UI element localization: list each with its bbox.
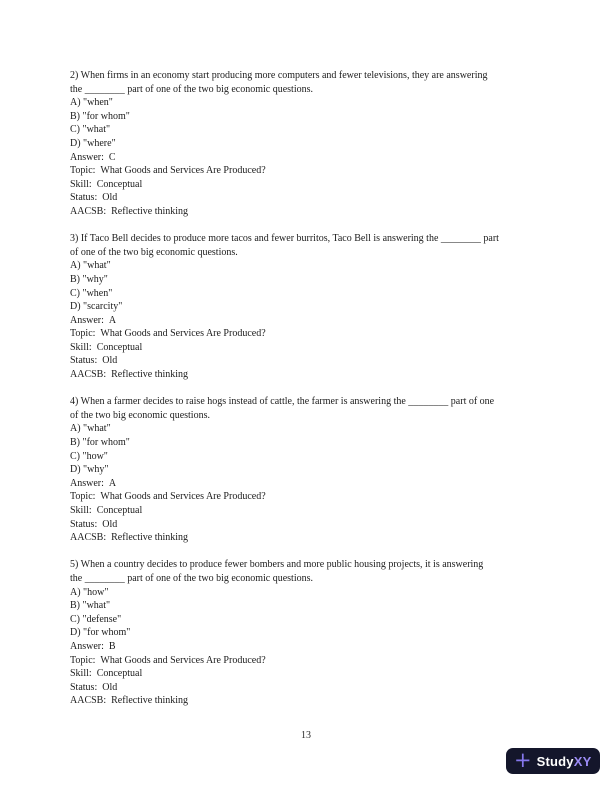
meta-line [70,191,548,205]
meta-value: Old [102,192,118,204]
meta-line [70,341,548,355]
meta-value: Conceptual [96,178,143,190]
brand-prefix: Study [536,753,574,769]
answer-option: A) "when" [70,97,113,109]
meta-line [70,654,548,668]
question-meta [70,151,548,219]
questions [70,69,548,722]
meta-label: Answer: [70,640,104,652]
meta-value: Old [102,681,118,693]
meta-line [70,667,548,681]
meta-label: Status: [70,355,98,367]
meta-line [70,531,548,545]
meta-value: B [108,640,116,652]
meta-value: What Goods and Services Are Produced? [100,654,266,666]
answer-option: D) "for whom" [70,627,131,639]
meta-label: Skill: [70,668,92,680]
answer-option: D) "where" [70,137,116,149]
meta-line [70,205,548,219]
meta-value: A [108,314,117,326]
meta-value: Conceptual [96,668,143,680]
meta-value: C [108,151,116,163]
meta-label: Answer: [70,477,104,489]
meta-line [70,640,548,654]
meta-value: Reflective thinking [111,695,189,707]
meta-value: Old [102,518,118,530]
plus-icon: + [514,748,532,772]
meta-value: What Goods and Services Are Produced? [100,328,266,340]
meta-value: Reflective thinking [111,532,189,544]
meta-line [70,368,548,382]
answer-option: B) "what" [70,600,111,612]
question-meta [70,640,548,708]
studyxy-logo [506,748,600,774]
answer-option: B) "why" [70,273,108,285]
answer-option: B) "for whom" [70,110,130,122]
answer-option: C) "how" [70,450,108,462]
answer-option: D) "scarcity" [70,301,123,313]
meta-value: A [108,477,117,489]
brand-suffix: XY [573,753,592,769]
question-prompt-line: of one of the two big economic questions. [70,246,238,258]
question-block [70,395,548,545]
meta-line [70,327,548,341]
meta-value: Reflective thinking [111,369,189,381]
meta-label: Status: [70,518,98,530]
meta-value: What Goods and Services Are Produced? [100,491,266,503]
meta-line [70,314,548,328]
question-prompt [70,558,548,585]
meta-line [70,504,548,518]
meta-label: Answer: [70,151,104,163]
meta-line [70,354,548,368]
answer-option: C) "defense" [70,613,122,625]
meta-value: What Goods and Services Are Produced? [100,165,266,177]
meta-label: Status: [70,192,98,204]
question-prompt [70,232,548,259]
meta-line [70,694,548,708]
meta-label: Skill: [70,341,92,353]
question-block [70,69,548,219]
meta-label: Topic: [70,654,96,666]
question-prompt-line: 4) When a farmer decides to raise hogs instead of cattle, the farmer is answering the ________ part of one [70,396,495,408]
meta-line [70,164,548,178]
question-block [70,558,548,708]
meta-label: Skill: [70,178,92,190]
question-options [70,586,548,640]
question-prompt [70,395,548,422]
question-block [70,232,548,382]
answer-option: D) "why" [70,464,109,476]
question-prompt-line: of the two big economic questions. [70,409,210,421]
question-options [70,259,548,313]
meta-label: Topic: [70,165,96,177]
meta-label: Status: [70,681,98,693]
meta-value: Old [102,355,118,367]
meta-line [70,151,548,165]
answer-option: B) "for whom" [70,437,130,449]
meta-label: AACSB: [70,369,107,381]
meta-value: Reflective thinking [111,205,189,217]
question-prompt [70,69,548,96]
meta-line [70,518,548,532]
question-meta [70,314,548,382]
meta-value: Conceptual [96,505,143,516]
question-prompt-line: 3) If Taco Bell decides to produce more tacos and fewer burritos, Taco Bell is answering the ________ part [70,233,499,245]
page-number: 13 [301,730,311,741]
answer-option: A) "how" [70,586,109,598]
question-prompt-line: the ________ part of one of the two big economic questions. [70,572,314,584]
answer-option: A) "what" [70,260,111,272]
meta-label: AACSB: [70,205,107,217]
question-prompt-line: 2) When firms in an economy start producing more computers and fewer televisions, they are answering [70,70,488,81]
meta-line [70,178,548,192]
meta-label: AACSB: [70,532,107,544]
question-prompt-line: the ________ part of one of the two big economic questions. [70,83,314,95]
meta-line [70,477,548,491]
answer-option: C) "what" [70,124,111,136]
question-options [70,422,548,476]
answer-option: C) "when" [70,287,113,299]
meta-label: Skill: [70,505,92,516]
meta-value: Conceptual [96,341,143,353]
question-prompt-line: 5) When a country decides to produce fewer bombers and more public housing projects, it is answering [70,559,484,571]
meta-label: Topic: [70,491,96,503]
meta-label: AACSB: [70,695,107,707]
meta-line [70,681,548,695]
question-options [70,96,548,150]
meta-line [70,490,548,504]
answer-option: A) "what" [70,423,111,435]
meta-label: Answer: [70,314,104,326]
question-meta [70,477,548,545]
meta-label: Topic: [70,328,96,340]
brand-name [537,755,592,768]
